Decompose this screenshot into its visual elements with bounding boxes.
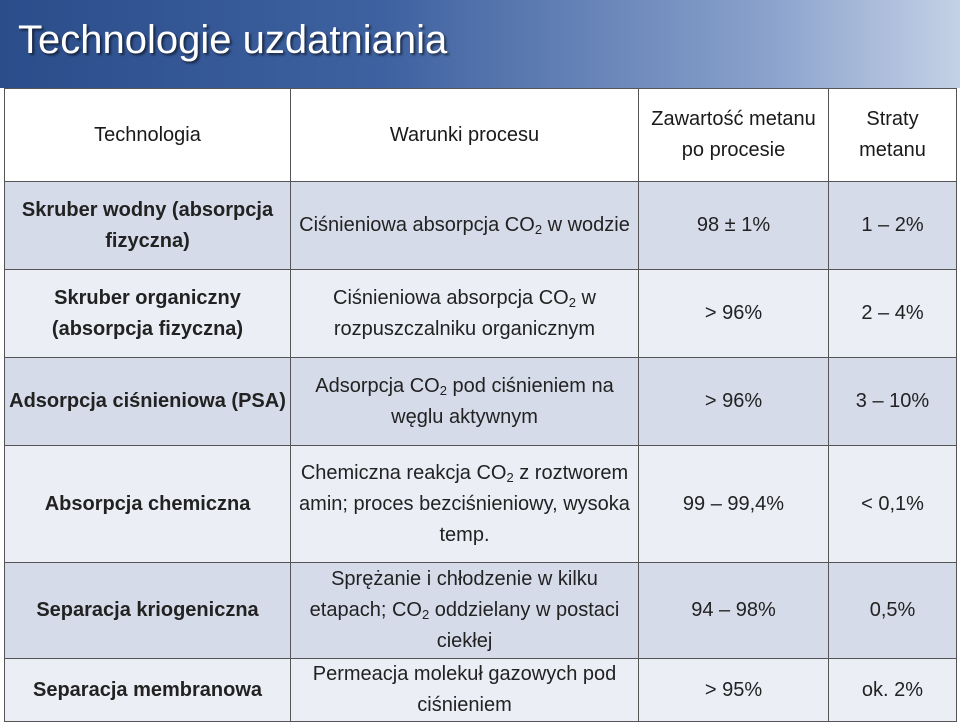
table-row bbox=[5, 182, 957, 270]
technology-cell: Skruber organiczny (absorpcja fizyczna) bbox=[5, 270, 291, 358]
methane-loss-cell: < 0,1% bbox=[829, 446, 957, 563]
table-row bbox=[5, 358, 957, 446]
conditions-text-pre: Permeacja molekuł gazowych pod ciśnieniem bbox=[312, 663, 617, 716]
conditions-cell bbox=[291, 270, 639, 358]
subscript-2: 2 bbox=[421, 607, 430, 622]
conditions-text-pre: Ciśnieniowa absorpcja CO bbox=[299, 214, 535, 236]
methane-content-cell: 94 – 98% bbox=[639, 563, 829, 659]
methane-content-cell: > 95% bbox=[639, 659, 829, 722]
conditions-cell bbox=[291, 182, 639, 270]
technology-cell: Adsorpcja ciśnieniowa (PSA) bbox=[5, 358, 291, 446]
technology-cell: Separacja membranowa bbox=[5, 659, 291, 722]
subscript-2: 2 bbox=[568, 294, 576, 310]
header-methane-content: Zawartość metanu po procesie bbox=[639, 89, 829, 182]
conditions-cell bbox=[291, 446, 639, 563]
subscript-2: 2 bbox=[534, 222, 543, 237]
subscript-2: 2 bbox=[439, 382, 447, 398]
title-bar bbox=[0, 0, 960, 88]
methane-content-cell: 99 – 99,4% bbox=[639, 446, 829, 563]
conditions-text-post: z roztworem amin; proces bezciśnieniowy, wysoka temp. bbox=[299, 461, 630, 546]
conditions-text-post: oddzielany w postaci ciekłej bbox=[429, 599, 620, 652]
methane-content-cell: > 96% bbox=[639, 270, 829, 358]
methane-content-cell: 98 ± 1% bbox=[639, 182, 829, 270]
conditions-text-pre: Chemiczna reakcja CO bbox=[300, 461, 507, 484]
methane-loss-cell: 0,5% bbox=[829, 563, 957, 659]
conditions-cell bbox=[291, 659, 639, 722]
table-row bbox=[5, 563, 957, 659]
header-conditions: Warunki procesu bbox=[291, 89, 639, 182]
conditions-cell bbox=[291, 563, 639, 659]
conditions-cell bbox=[291, 358, 639, 446]
conditions-text-post: w rozpuszczalniku organicznym bbox=[333, 286, 596, 340]
table-row bbox=[5, 446, 957, 563]
methane-content-cell: > 96% bbox=[639, 358, 829, 446]
methane-loss-cell: 3 – 10% bbox=[829, 358, 957, 446]
technology-table bbox=[4, 88, 957, 722]
table-row bbox=[5, 270, 957, 358]
methane-loss-cell: 1 – 2% bbox=[829, 182, 957, 270]
conditions-text-pre: Adsorpcja CO bbox=[315, 374, 440, 397]
technology-cell: Skruber wodny (absorpcja fizyczna) bbox=[5, 182, 291, 270]
conditions-text-pre: Ciśnieniowa absorpcja CO bbox=[333, 286, 569, 309]
table-row bbox=[5, 659, 957, 722]
technology-cell: Separacja kriogeniczna bbox=[5, 563, 291, 659]
conditions-text-post: w wodzie bbox=[542, 214, 630, 236]
methane-loss-cell: ok. 2% bbox=[829, 659, 957, 722]
header-technology: Technologia bbox=[5, 89, 291, 182]
subscript-2: 2 bbox=[506, 469, 514, 485]
technology-cell: Absorpcja chemiczna bbox=[5, 446, 291, 563]
slide-title: Technologie uzdatniania bbox=[18, 18, 448, 62]
table-header-row bbox=[5, 89, 957, 182]
conditions-text-pre: Sprężanie i chłodzenie w kilku etapach; CO bbox=[309, 568, 598, 621]
conditions-text-post: pod ciśnieniem na węglu aktywnym bbox=[391, 374, 614, 428]
methane-loss-cell: 2 – 4% bbox=[829, 270, 957, 358]
header-methane-loss: Straty metanu bbox=[829, 89, 957, 182]
